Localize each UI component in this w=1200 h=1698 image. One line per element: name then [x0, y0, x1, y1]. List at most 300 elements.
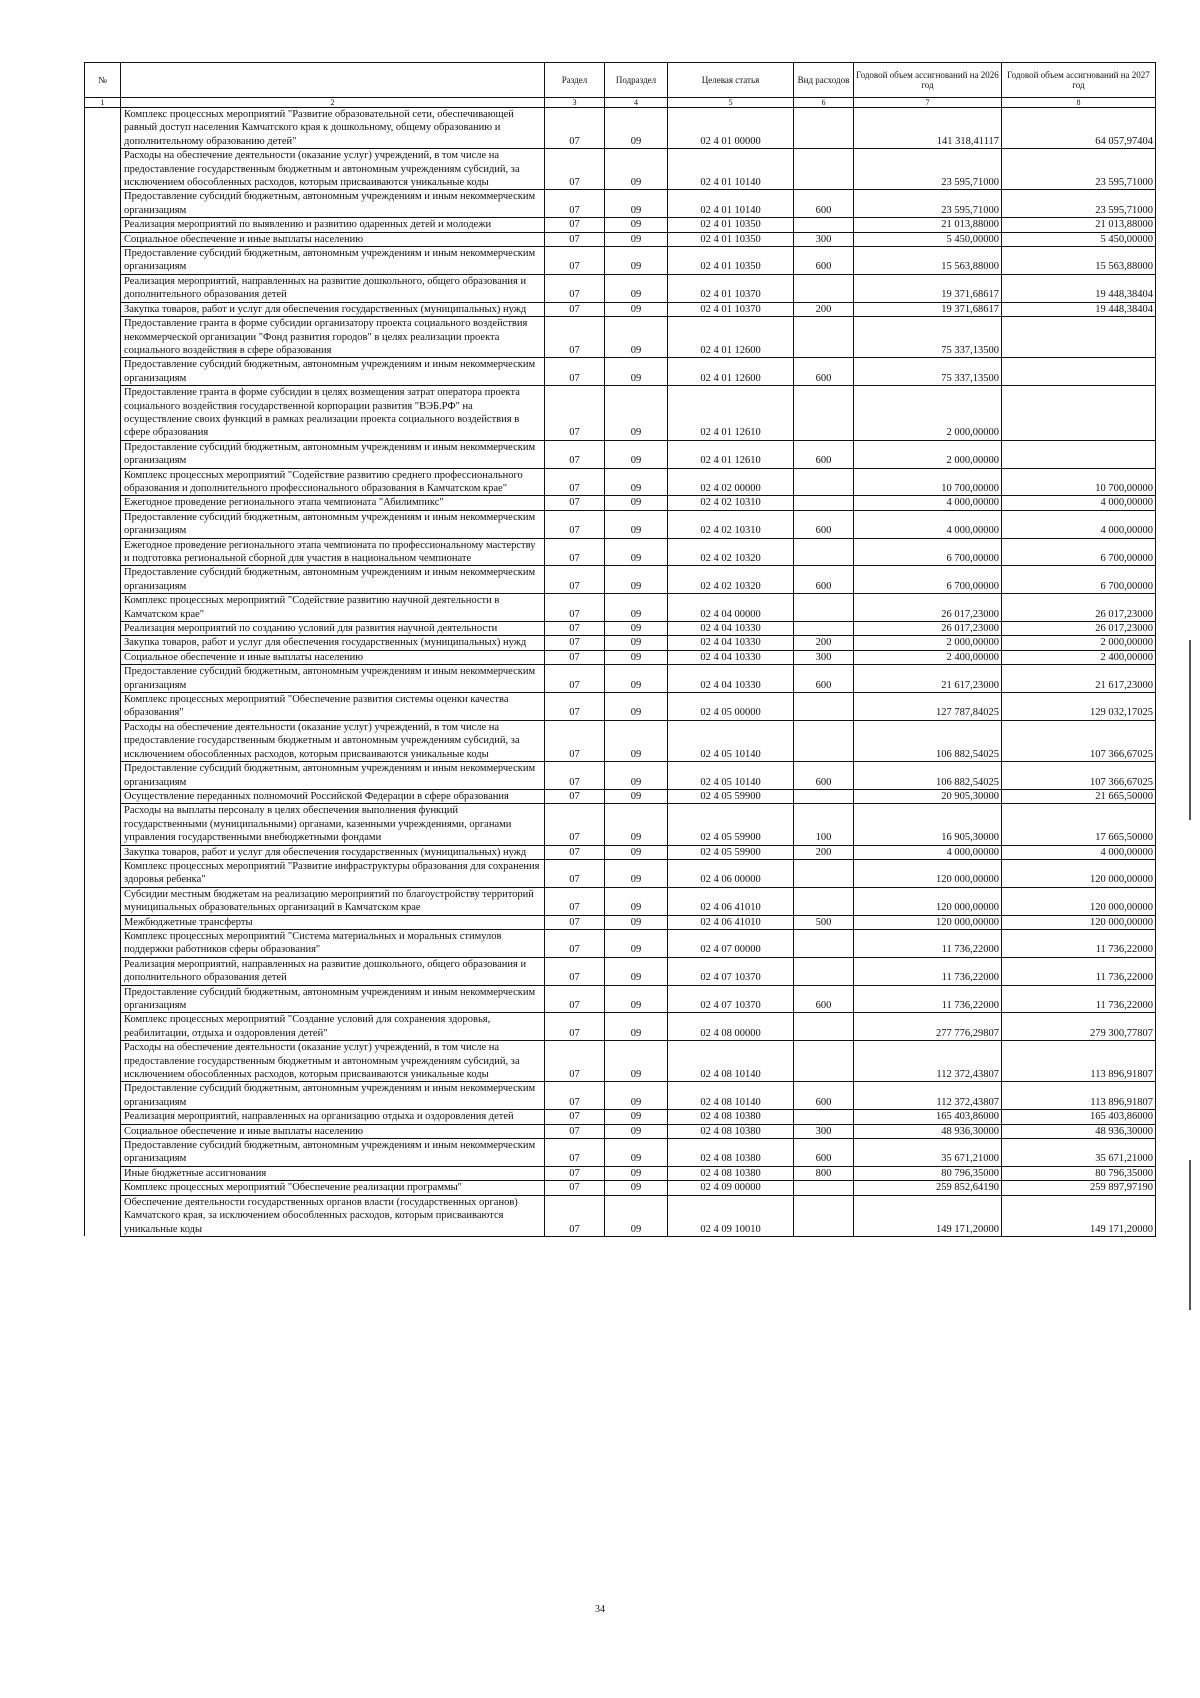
header-numbers-row [85, 98, 1156, 108]
row-number-cell [85, 915, 121, 929]
row-expense-type-cell [794, 1041, 854, 1082]
row-number-cell [85, 636, 121, 650]
row-year-2027-cell: 107 366,67025 [1002, 762, 1156, 790]
row-podrazdel-cell: 09 [605, 1013, 668, 1041]
row-number-cell [85, 1195, 121, 1236]
header-number: 3 [545, 98, 605, 108]
table-row [85, 1041, 1156, 1082]
row-podrazdel-cell: 09 [605, 1124, 668, 1138]
row-year-2026-cell: 15 563,88000 [854, 247, 1002, 275]
row-year-2026-cell: 5 450,00000 [854, 232, 1002, 246]
row-razdel-cell: 07 [545, 317, 605, 358]
row-name-cell: Ежегодное проведение регионального этапа чемпионата по профессиональному мастерству и подготовка региональной сборной для участия в национальном чемпионате [121, 538, 545, 566]
row-target-article-cell: 02 4 04 10330 [668, 622, 794, 636]
row-name-cell: Комплекс процессных мероприятий "Обеспечение развития системы оценки качества образования" [121, 693, 545, 721]
header-number: 2 [121, 98, 545, 108]
row-razdel-cell: 07 [545, 218, 605, 232]
row-year-2027-cell: 107 366,67025 [1002, 720, 1156, 761]
header-year-2026: Годовой объем ассигнований на 2026 год [854, 63, 1002, 98]
table-row [85, 274, 1156, 302]
header-num: № [85, 63, 121, 98]
row-year-2027-cell: 2 400,00000 [1002, 650, 1156, 664]
row-year-2027-cell: 15 563,88000 [1002, 247, 1156, 275]
table-row [85, 789, 1156, 803]
row-name-cell: Предоставление субсидий бюджетным, автономным учреждениям и иным некоммерческим организациям [121, 440, 545, 468]
row-number-cell [85, 650, 121, 664]
row-expense-type-cell: 600 [794, 985, 854, 1013]
scan-edge-mark [1189, 640, 1191, 820]
table-row [85, 386, 1156, 441]
row-name-cell: Предоставление субсидий бюджетным, автономным учреждениям и иным некоммерческим организациям [121, 566, 545, 594]
row-year-2027-cell: 26 017,23000 [1002, 594, 1156, 622]
row-target-article-cell: 02 4 05 59900 [668, 845, 794, 859]
row-year-2026-cell: 2 000,00000 [854, 440, 1002, 468]
table-row [85, 468, 1156, 496]
row-name-cell: Реализация мероприятий, направленных на развитие дошкольного, общего образования и дополнительного образования детей [121, 957, 545, 985]
row-number-cell [85, 957, 121, 985]
row-year-2026-cell: 4 000,00000 [854, 496, 1002, 510]
header-number: 6 [794, 98, 854, 108]
row-expense-type-cell: 200 [794, 845, 854, 859]
row-target-article-cell: 02 4 01 12600 [668, 358, 794, 386]
row-number-cell [85, 218, 121, 232]
row-number-cell [85, 985, 121, 1013]
row-razdel-cell: 07 [545, 650, 605, 664]
row-razdel-cell: 07 [545, 929, 605, 957]
row-podrazdel-cell: 09 [605, 1166, 668, 1180]
row-number-cell [85, 232, 121, 246]
row-podrazdel-cell: 09 [605, 887, 668, 915]
row-year-2027-cell [1002, 317, 1156, 358]
row-number-cell [85, 440, 121, 468]
row-number-cell [85, 762, 121, 790]
row-number-cell [85, 468, 121, 496]
row-target-article-cell: 02 4 01 10370 [668, 302, 794, 316]
table-row [85, 218, 1156, 232]
row-target-article-cell: 02 4 04 00000 [668, 594, 794, 622]
row-razdel-cell: 07 [545, 440, 605, 468]
row-target-article-cell: 02 4 08 10380 [668, 1110, 794, 1124]
row-name-cell: Комплекс процессных мероприятий "Обеспечение реализации программы" [121, 1181, 545, 1195]
row-year-2027-cell: 5 450,00000 [1002, 232, 1156, 246]
row-year-2026-cell: 20 905,30000 [854, 789, 1002, 803]
row-name-cell: Комплекс процессных мероприятий "Система материальных и моральных стимулов поддержки работников сферы образования" [121, 929, 545, 957]
table-row [85, 1124, 1156, 1138]
header-number: 1 [85, 98, 121, 108]
row-name-cell: Предоставление гранта в форме субсидии в целях возмещения затрат оператора проекта социального воздействия государственной корпорации развития "ВЭБ.РФ" на осуществление своих функций в рамках реализации проекта социального воздействия в сфере образования [121, 386, 545, 441]
row-year-2027-cell: 120 000,00000 [1002, 859, 1156, 887]
table-row [85, 566, 1156, 594]
row-podrazdel-cell: 09 [605, 720, 668, 761]
table-row [85, 496, 1156, 510]
row-name-cell: Комплекс процессных мероприятий "Создание условий для сохранения здоровья, реабилитации, отдыха и оздоровления детей" [121, 1013, 545, 1041]
row-podrazdel-cell: 09 [605, 538, 668, 566]
row-name-cell: Субсидии местным бюджетам на реализацию мероприятий по благоустройству территорий муниципальных образовательных организаций в Камчатском крае [121, 887, 545, 915]
row-name-cell: Предоставление субсидий бюджетным, автономным учреждениям и иным некоммерческим организациям [121, 1082, 545, 1110]
table-row [85, 440, 1156, 468]
row-razdel-cell: 07 [545, 804, 605, 845]
row-name-cell: Расходы на выплаты персоналу в целях обеспечения выполнения функций государственными (муниципальными) органами, казенными учреждениями, органами управления государственными внебюджетными фондами [121, 804, 545, 845]
row-podrazdel-cell: 09 [605, 108, 668, 149]
row-number-cell [85, 622, 121, 636]
row-year-2026-cell: 26 017,23000 [854, 622, 1002, 636]
table-row [85, 622, 1156, 636]
row-name-cell: Межбюджетные трансферты [121, 915, 545, 929]
row-year-2027-cell: 279 300,77807 [1002, 1013, 1156, 1041]
row-year-2027-cell: 6 700,00000 [1002, 538, 1156, 566]
row-expense-type-cell [794, 594, 854, 622]
row-name-cell: Предоставление субсидий бюджетным, автономным учреждениям и иным некоммерческим организациям [121, 247, 545, 275]
row-podrazdel-cell: 09 [605, 247, 668, 275]
table-row [85, 887, 1156, 915]
row-podrazdel-cell: 09 [605, 1195, 668, 1236]
row-podrazdel-cell: 09 [605, 665, 668, 693]
row-year-2027-cell: 11 736,22000 [1002, 929, 1156, 957]
scan-edge-mark [1189, 1160, 1191, 1310]
row-year-2026-cell: 6 700,00000 [854, 566, 1002, 594]
row-razdel-cell: 07 [545, 594, 605, 622]
row-podrazdel-cell: 09 [605, 859, 668, 887]
row-number-cell [85, 1041, 121, 1082]
row-expense-type-cell: 300 [794, 1124, 854, 1138]
row-expense-type-cell: 600 [794, 440, 854, 468]
row-podrazdel-cell: 09 [605, 232, 668, 246]
row-podrazdel-cell: 09 [605, 636, 668, 650]
row-name-cell: Расходы на обеспечение деятельности (оказание услуг) учреждений, в том числе на предоставление государственным бюджетным и автономным учреждениям субсидий, за исключением обособленных расходов, которым присваиваются уникальные коды [121, 720, 545, 761]
table-row [85, 232, 1156, 246]
row-number-cell [85, 929, 121, 957]
row-razdel-cell: 07 [545, 190, 605, 218]
row-year-2027-cell: 165 403,86000 [1002, 1110, 1156, 1124]
row-year-2026-cell: 165 403,86000 [854, 1110, 1002, 1124]
row-year-2027-cell: 10 700,00000 [1002, 468, 1156, 496]
table-row [85, 985, 1156, 1013]
row-name-cell: Расходы на обеспечение деятельности (оказание услуг) учреждений, в том числе на предоставление государственным бюджетным и автономным учреждениям субсидий, за исключением обособленных расходов, которым присваиваются уникальные коды [121, 149, 545, 190]
row-year-2026-cell: 16 905,30000 [854, 804, 1002, 845]
row-number-cell [85, 859, 121, 887]
row-razdel-cell: 07 [545, 1139, 605, 1167]
row-expense-type-cell [794, 1195, 854, 1236]
row-number-cell [85, 665, 121, 693]
row-razdel-cell: 07 [545, 566, 605, 594]
table-row [85, 1195, 1156, 1236]
row-expense-type-cell: 600 [794, 762, 854, 790]
row-razdel-cell: 07 [545, 1082, 605, 1110]
row-podrazdel-cell: 09 [605, 804, 668, 845]
row-target-article-cell: 02 4 01 10140 [668, 149, 794, 190]
row-target-article-cell: 02 4 02 10320 [668, 566, 794, 594]
row-year-2026-cell: 26 017,23000 [854, 594, 1002, 622]
table-body [85, 108, 1156, 1237]
row-year-2027-cell: 113 896,91807 [1002, 1082, 1156, 1110]
row-number-cell [85, 302, 121, 316]
table-row [85, 149, 1156, 190]
row-podrazdel-cell: 09 [605, 358, 668, 386]
row-podrazdel-cell: 09 [605, 1041, 668, 1082]
row-razdel-cell: 07 [545, 274, 605, 302]
row-year-2026-cell: 120 000,00000 [854, 887, 1002, 915]
row-year-2026-cell: 11 736,22000 [854, 929, 1002, 957]
row-razdel-cell: 07 [545, 302, 605, 316]
header-row [85, 63, 1156, 98]
row-name-cell: Предоставление субсидий бюджетным, автономным учреждениям и иным некоммерческим организациям [121, 665, 545, 693]
row-year-2026-cell: 2 400,00000 [854, 650, 1002, 664]
row-target-article-cell: 02 4 07 10370 [668, 985, 794, 1013]
row-razdel-cell: 07 [545, 1041, 605, 1082]
row-year-2026-cell: 48 936,30000 [854, 1124, 1002, 1138]
row-target-article-cell: 02 4 07 00000 [668, 929, 794, 957]
table-row [85, 247, 1156, 275]
row-name-cell: Реализация мероприятий, направленных на развитие дошкольного, общего образования и дополнительного образования детей [121, 274, 545, 302]
row-number-cell [85, 594, 121, 622]
row-target-article-cell: 02 4 06 41010 [668, 915, 794, 929]
row-podrazdel-cell: 09 [605, 317, 668, 358]
row-podrazdel-cell: 09 [605, 985, 668, 1013]
row-razdel-cell: 07 [545, 887, 605, 915]
row-target-article-cell: 02 4 08 10380 [668, 1166, 794, 1180]
row-number-cell [85, 887, 121, 915]
row-target-article-cell: 02 4 01 12610 [668, 386, 794, 441]
row-year-2026-cell: 4 000,00000 [854, 510, 1002, 538]
row-podrazdel-cell: 09 [605, 622, 668, 636]
row-year-2027-cell: 35 671,21000 [1002, 1139, 1156, 1167]
row-number-cell [85, 804, 121, 845]
row-year-2026-cell: 35 671,21000 [854, 1139, 1002, 1167]
row-expense-type-cell [794, 1013, 854, 1041]
row-podrazdel-cell: 09 [605, 929, 668, 957]
table-row [85, 108, 1156, 149]
row-razdel-cell: 07 [545, 468, 605, 496]
header-number: 4 [605, 98, 668, 108]
row-number-cell [85, 1139, 121, 1167]
row-year-2027-cell: 11 736,22000 [1002, 985, 1156, 1013]
row-number-cell [85, 566, 121, 594]
row-razdel-cell: 07 [545, 1013, 605, 1041]
row-year-2027-cell: 26 017,23000 [1002, 622, 1156, 636]
row-year-2026-cell: 259 852,64190 [854, 1181, 1002, 1195]
row-year-2026-cell: 4 000,00000 [854, 845, 1002, 859]
row-year-2027-cell: 4 000,00000 [1002, 496, 1156, 510]
row-expense-type-cell [794, 929, 854, 957]
row-year-2027-cell [1002, 358, 1156, 386]
row-razdel-cell: 07 [545, 762, 605, 790]
row-expense-type-cell: 600 [794, 247, 854, 275]
table-row [85, 929, 1156, 957]
header-expense-type: Вид расходов [794, 63, 854, 98]
row-year-2026-cell: 21 013,88000 [854, 218, 1002, 232]
row-expense-type-cell: 600 [794, 358, 854, 386]
row-podrazdel-cell: 09 [605, 440, 668, 468]
row-expense-type-cell [794, 957, 854, 985]
row-target-article-cell: 02 4 01 10350 [668, 232, 794, 246]
row-expense-type-cell [794, 496, 854, 510]
row-razdel-cell: 07 [545, 1166, 605, 1180]
row-number-cell [85, 1082, 121, 1110]
row-expense-type-cell: 200 [794, 302, 854, 316]
row-razdel-cell: 07 [545, 247, 605, 275]
row-year-2027-cell: 19 448,38404 [1002, 302, 1156, 316]
row-expense-type-cell [794, 274, 854, 302]
row-razdel-cell: 07 [545, 622, 605, 636]
row-target-article-cell: 02 4 06 41010 [668, 887, 794, 915]
row-podrazdel-cell: 09 [605, 1139, 668, 1167]
budget-table [84, 62, 1156, 1237]
table-row [85, 538, 1156, 566]
row-podrazdel-cell: 09 [605, 1082, 668, 1110]
row-razdel-cell: 07 [545, 510, 605, 538]
row-razdel-cell: 07 [545, 693, 605, 721]
row-target-article-cell: 02 4 05 00000 [668, 693, 794, 721]
row-podrazdel-cell: 09 [605, 1181, 668, 1195]
row-year-2026-cell: 23 595,71000 [854, 190, 1002, 218]
row-podrazdel-cell: 09 [605, 386, 668, 441]
header-number: 8 [1002, 98, 1156, 108]
row-expense-type-cell [794, 108, 854, 149]
row-podrazdel-cell: 09 [605, 594, 668, 622]
row-name-cell: Закупка товаров, работ и услуг для обеспечения государственных (муниципальных) нужд [121, 845, 545, 859]
row-year-2026-cell: 106 882,54025 [854, 762, 1002, 790]
row-expense-type-cell: 800 [794, 1166, 854, 1180]
row-razdel-cell: 07 [545, 1195, 605, 1236]
row-expense-type-cell [794, 538, 854, 566]
row-target-article-cell: 02 4 06 00000 [668, 859, 794, 887]
header-number: 5 [668, 98, 794, 108]
row-expense-type-cell [794, 386, 854, 441]
table-row [85, 859, 1156, 887]
row-number-cell [85, 693, 121, 721]
row-year-2026-cell: 106 882,54025 [854, 720, 1002, 761]
row-target-article-cell: 02 4 04 10330 [668, 665, 794, 693]
row-year-2026-cell: 2 000,00000 [854, 636, 1002, 650]
row-razdel-cell: 07 [545, 859, 605, 887]
row-year-2027-cell: 149 171,20000 [1002, 1195, 1156, 1236]
table-row [85, 1139, 1156, 1167]
row-year-2027-cell: 4 000,00000 [1002, 845, 1156, 859]
row-expense-type-cell: 600 [794, 1082, 854, 1110]
row-year-2027-cell: 21 013,88000 [1002, 218, 1156, 232]
row-target-article-cell: 02 4 05 59900 [668, 789, 794, 803]
table-row [85, 1110, 1156, 1124]
row-expense-type-cell: 300 [794, 650, 854, 664]
row-number-cell [85, 1110, 121, 1124]
row-expense-type-cell [794, 468, 854, 496]
row-expense-type-cell: 600 [794, 190, 854, 218]
row-year-2027-cell: 120 000,00000 [1002, 887, 1156, 915]
row-year-2026-cell: 127 787,84025 [854, 693, 1002, 721]
row-razdel-cell: 07 [545, 1110, 605, 1124]
row-number-cell [85, 720, 121, 761]
row-year-2026-cell: 120 000,00000 [854, 859, 1002, 887]
row-year-2027-cell: 4 000,00000 [1002, 510, 1156, 538]
row-number-cell [85, 386, 121, 441]
table-row [85, 804, 1156, 845]
row-year-2027-cell: 19 448,38404 [1002, 274, 1156, 302]
header-podrazdel: Подраздел [605, 63, 668, 98]
row-name-cell: Предоставление субсидий бюджетным, автономным учреждениям и иным некоммерческим организациям [121, 358, 545, 386]
row-podrazdel-cell: 09 [605, 149, 668, 190]
row-name-cell: Предоставление субсидий бюджетным, автономным учреждениям и иным некоммерческим организациям [121, 190, 545, 218]
row-year-2027-cell: 80 796,35000 [1002, 1166, 1156, 1180]
row-target-article-cell: 02 4 08 10380 [668, 1124, 794, 1138]
row-razdel-cell: 07 [545, 985, 605, 1013]
row-razdel-cell: 07 [545, 149, 605, 190]
row-name-cell: Иные бюджетные ассигнования [121, 1166, 545, 1180]
row-number-cell [85, 1181, 121, 1195]
table-row [85, 1166, 1156, 1180]
page-number: 34 [595, 1604, 605, 1615]
row-number-cell [85, 1013, 121, 1041]
row-target-article-cell: 02 4 04 10330 [668, 636, 794, 650]
row-number-cell [85, 496, 121, 510]
row-name-cell: Комплекс процессных мероприятий "Содействие развитию среднего профессионального образования и дополнительного профессионального образования в Камчатском крае" [121, 468, 545, 496]
row-year-2027-cell [1002, 440, 1156, 468]
table-row [85, 762, 1156, 790]
row-name-cell: Предоставление субсидий бюджетным, автономным учреждениям и иным некоммерческим организациям [121, 510, 545, 538]
row-name-cell: Предоставление субсидий бюджетным, автономным учреждениям и иным некоммерческим организациям [121, 985, 545, 1013]
row-year-2026-cell: 11 736,22000 [854, 985, 1002, 1013]
row-target-article-cell: 02 4 08 00000 [668, 1013, 794, 1041]
row-year-2027-cell: 259 897,97190 [1002, 1181, 1156, 1195]
row-target-article-cell: 02 4 08 10140 [668, 1041, 794, 1082]
row-razdel-cell: 07 [545, 845, 605, 859]
row-name-cell: Реализация мероприятий, направленных на организацию отдыха и оздоровления детей [121, 1110, 545, 1124]
row-podrazdel-cell: 09 [605, 510, 668, 538]
row-expense-type-cell: 600 [794, 1139, 854, 1167]
row-razdel-cell: 07 [545, 636, 605, 650]
row-target-article-cell: 02 4 05 10140 [668, 762, 794, 790]
row-expense-type-cell [794, 693, 854, 721]
row-expense-type-cell [794, 1181, 854, 1195]
row-year-2027-cell: 120 000,00000 [1002, 915, 1156, 929]
row-year-2026-cell: 11 736,22000 [854, 957, 1002, 985]
row-name-cell: Осуществление переданных полномочий Российской Федерации в сфере образования [121, 789, 545, 803]
row-podrazdel-cell: 09 [605, 915, 668, 929]
table-row [85, 650, 1156, 664]
row-year-2026-cell: 75 337,13500 [854, 358, 1002, 386]
row-expense-type-cell: 300 [794, 232, 854, 246]
table-row [85, 1013, 1156, 1041]
row-expense-type-cell [794, 720, 854, 761]
row-year-2027-cell: 17 665,50000 [1002, 804, 1156, 845]
row-razdel-cell: 07 [545, 1124, 605, 1138]
row-target-article-cell: 02 4 04 10330 [668, 650, 794, 664]
row-target-article-cell: 02 4 09 10010 [668, 1195, 794, 1236]
row-razdel-cell: 07 [545, 496, 605, 510]
row-year-2026-cell: 277 776,29807 [854, 1013, 1002, 1041]
row-podrazdel-cell: 09 [605, 566, 668, 594]
table-row [85, 594, 1156, 622]
row-razdel-cell: 07 [545, 358, 605, 386]
table-row [85, 636, 1156, 650]
row-podrazdel-cell: 09 [605, 302, 668, 316]
row-razdel-cell: 07 [545, 720, 605, 761]
table-row [85, 665, 1156, 693]
row-razdel-cell: 07 [545, 665, 605, 693]
row-number-cell [85, 190, 121, 218]
table-row [85, 302, 1156, 316]
row-podrazdel-cell: 09 [605, 789, 668, 803]
row-target-article-cell: 02 4 01 12610 [668, 440, 794, 468]
row-year-2026-cell: 10 700,00000 [854, 468, 1002, 496]
row-name-cell: Реализация мероприятий по созданию условий для развития научной деятельности [121, 622, 545, 636]
row-year-2026-cell: 112 372,43807 [854, 1041, 1002, 1082]
row-name-cell: Социальное обеспечение и иные выплаты населению [121, 232, 545, 246]
row-name-cell: Социальное обеспечение и иные выплаты населению [121, 1124, 545, 1138]
row-target-article-cell: 02 4 01 10370 [668, 274, 794, 302]
row-expense-type-cell [794, 859, 854, 887]
row-target-article-cell: 02 4 05 10140 [668, 720, 794, 761]
row-number-cell [85, 1124, 121, 1138]
